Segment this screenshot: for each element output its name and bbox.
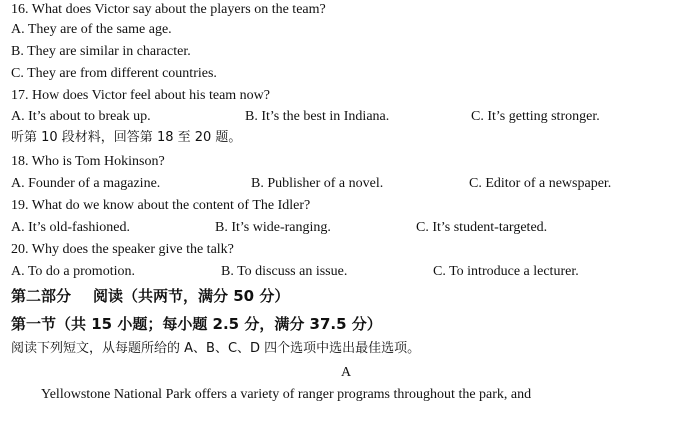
passage-label: A: [340, 365, 352, 380]
q16-option-b: B. They are similar in character.: [11, 44, 191, 59]
q18-option-b: B. Publisher of a novel.: [251, 176, 384, 191]
q17-option-c: C. It’s getting stronger.: [471, 109, 600, 124]
q16-option-a: A. They are of the same age.: [11, 22, 172, 37]
part-label: 第二部分: [11, 287, 72, 305]
q20-option-a: A. To do a promotion.: [11, 264, 135, 279]
part-title: 阅读（共两节，满分 50 分）: [93, 287, 290, 305]
part-two-heading: [11, 284, 289, 308]
q19-option-b: B. It’s wide-ranging.: [215, 220, 331, 235]
question-20: 20. Why does the speaker give the talk?: [11, 242, 234, 257]
q17-options-row: [11, 107, 691, 127]
q19-options-row: [11, 218, 691, 238]
question-17: 17. How does Victor feel about his team now?: [11, 88, 271, 103]
passage-first-line: Yellowstone National Park offers a variety of ranger programs throughout the park, and: [41, 387, 532, 402]
q18-option-c: C. Editor of a newspaper.: [469, 176, 612, 191]
question-16: 16. What does Victor say about the players on the team?: [11, 2, 326, 17]
q19-option-c: C. It’s student-targeted.: [416, 220, 548, 235]
q20-option-c: C. To introduce a lecturer.: [433, 264, 579, 279]
reading-instruction: 阅读下列短文，从每题所给的 A、B、C、D 四个选项中选出最佳选项。: [11, 341, 421, 356]
q18-options-row: [11, 174, 691, 194]
q18-option-a: A. Founder of a magazine.: [11, 176, 161, 191]
listening-instruction: 听第 10 段材料，回答第 18 至 20 题。: [11, 130, 242, 145]
q17-option-a: A. It’s about to break up.: [11, 109, 151, 124]
question-19: 19. What do we know about the content of The Idler?: [11, 198, 311, 213]
question-18: 18. Who is Tom Hokinson?: [11, 154, 165, 169]
section-one-heading: 第一节（共 15 小题；每小题 2.5 分，满分 37.5 分）: [11, 315, 382, 333]
q20-options-row: [11, 262, 691, 282]
q16-option-c: C. They are from different countries.: [11, 66, 217, 81]
q17-option-b: B. It’s the best in Indiana.: [245, 109, 390, 124]
q20-option-b: B. To discuss an issue.: [221, 264, 348, 279]
q19-option-a: A. It’s old-fashioned.: [11, 220, 130, 235]
